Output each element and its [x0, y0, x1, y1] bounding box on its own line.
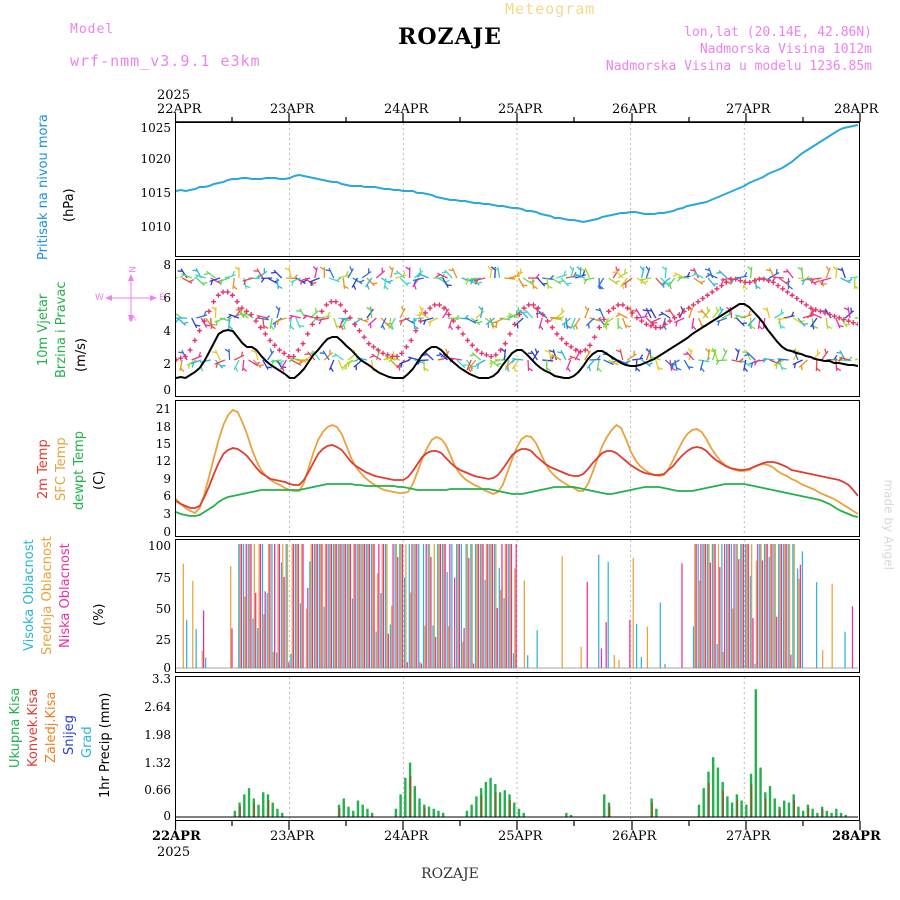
compass-south-label: S	[126, 316, 136, 322]
compass-east-label: E	[159, 293, 165, 303]
bottom-chart-title: ROZAJE	[421, 866, 479, 882]
wind-panel-label-1: 10m Vjetar	[36, 293, 51, 366]
wind-direction-compass	[95, 268, 167, 328]
temp-ytick-6: 6	[163, 489, 171, 503]
pressure-panel-label: Pritisak na nivou mora	[36, 114, 51, 260]
precip-label-convective: Konvek.Kisa	[26, 688, 41, 767]
wind-ytick-0: 0	[163, 383, 171, 397]
precip-ytick-0.66: 0.66	[144, 783, 171, 797]
precip-ytick-2.64: 2.64	[144, 700, 171, 714]
top-axis-day-1: 23APR	[270, 102, 315, 117]
pressure-ytick-1020: 1020	[140, 152, 171, 166]
top-axis-day-4: 26APR	[612, 102, 657, 117]
model-elevation-line: Nadmorska Visina u modelu 1236.85m	[605, 59, 872, 74]
temp-label-dewpt: dewpt Temp	[72, 430, 87, 510]
temp-ytick-3: 3	[163, 507, 171, 521]
wind-panel-label-2: Brzina i Pravac	[54, 281, 69, 378]
wind-ytick-6: 6	[163, 291, 171, 305]
cloud-label-mid: Srednja Oblacnost	[40, 536, 55, 656]
bottom-axis-day-3: 25APR	[498, 829, 543, 844]
compass-north-label: N	[126, 266, 136, 273]
pressure-unit-label: (hPa)	[62, 188, 77, 222]
cloud-label-low: Niska Oblacnost	[58, 543, 73, 649]
wind-ytick-4: 4	[163, 324, 171, 338]
pressure-ytick-1015: 1015	[140, 186, 171, 200]
temp-ytick-15: 15	[155, 437, 171, 451]
cloud-unit-label: (%)	[92, 603, 107, 627]
precip-label-hail: Grad	[80, 726, 95, 759]
cloud-ytick-75: 75	[155, 571, 171, 585]
compass-west-label: W	[95, 293, 104, 303]
lonlat-line: lon,lat (20.14E, 42.86N)	[684, 25, 872, 40]
precip-ytick-0: 0	[163, 809, 171, 823]
cloud-label-high: Visoka Oblacnost	[22, 539, 37, 652]
page-title: ROZAJE	[398, 24, 502, 50]
precip-ytick-1.98: 1.98	[144, 728, 171, 742]
temp-ytick-0: 0	[163, 525, 171, 539]
made-by-credit: made by Angel	[882, 479, 896, 570]
temp-ytick-18: 18	[155, 420, 171, 434]
cloud-plot	[176, 540, 858, 671]
precip-panel	[144, 672, 860, 823]
precip-label-total: Ukupna Kisa	[8, 687, 23, 768]
wind-plot	[176, 260, 858, 395]
temperature-panel	[155, 400, 860, 539]
wind-ytick-2: 2	[163, 357, 171, 371]
wind-ytick-8: 8	[163, 258, 171, 272]
cloud-panel	[148, 539, 860, 675]
top-axis-day-2: 24APR	[384, 102, 429, 117]
top-axis-day-3: 25APR	[498, 102, 543, 117]
elevation-line: Nadmorska Visina 1012m	[699, 42, 872, 57]
bottom-axis-day-1: 23APR	[270, 829, 315, 844]
wind-panel	[163, 258, 860, 397]
bottom-axis-day-5: 27APR	[726, 829, 771, 844]
precip-ytick-3.3: 3.3	[151, 672, 171, 686]
precip-ytick-1.32: 1.32	[144, 756, 171, 770]
top-axis-day-5: 27APR	[726, 102, 771, 117]
bottom-axis-day-2: 24APR	[384, 829, 429, 844]
temperature-plot	[176, 401, 858, 535]
pressure-ytick-1010: 1010	[140, 220, 171, 234]
cloud-ytick-25: 25	[155, 633, 171, 647]
pressure-ytick-1025: 1025	[140, 121, 171, 135]
model-label: Model	[70, 22, 115, 37]
temp-ytick-12: 12	[155, 454, 171, 468]
precip-label-snow: Snijeg	[62, 715, 77, 755]
temp-ytick-9: 9	[163, 472, 171, 486]
cloud-ytick-50: 50	[155, 602, 171, 616]
temp-label-sfc: SFC Temp	[54, 437, 69, 501]
bottom-axis-day-6: 28APR	[832, 829, 881, 844]
station-metadata	[606, 24, 872, 75]
temp-label-2m: 2m Temp	[36, 439, 51, 500]
pressure-panel	[140, 121, 860, 257]
bottom-axis-year: 2025	[157, 845, 191, 860]
temp-ytick-21: 21	[155, 402, 171, 416]
meteogram-label: Meteogram	[505, 0, 596, 18]
cloud-ytick-0: 0	[163, 661, 171, 675]
precip-label-freezing: Zaledj.Kisa	[44, 691, 59, 764]
bottom-axis-day-4: 26APR	[612, 829, 657, 844]
precip-plot	[176, 677, 858, 819]
top-axis-year: 2025	[157, 88, 191, 103]
top-axis-day-6: 28APR	[834, 102, 879, 117]
precip-unit-label: 1hr Precip (mm)	[98, 692, 113, 798]
top-axis-day-0: 22APR	[157, 102, 202, 117]
bottom-axis-day-0: 22APR	[152, 829, 201, 844]
cloud-ytick-100: 100	[148, 539, 171, 553]
wind-unit-label: (m/s)	[74, 338, 89, 372]
temp-unit-label: (C)	[92, 470, 107, 490]
pressure-plot	[176, 123, 858, 255]
model-name: wrf-nmm_v3.9.1 e3km	[70, 52, 261, 70]
